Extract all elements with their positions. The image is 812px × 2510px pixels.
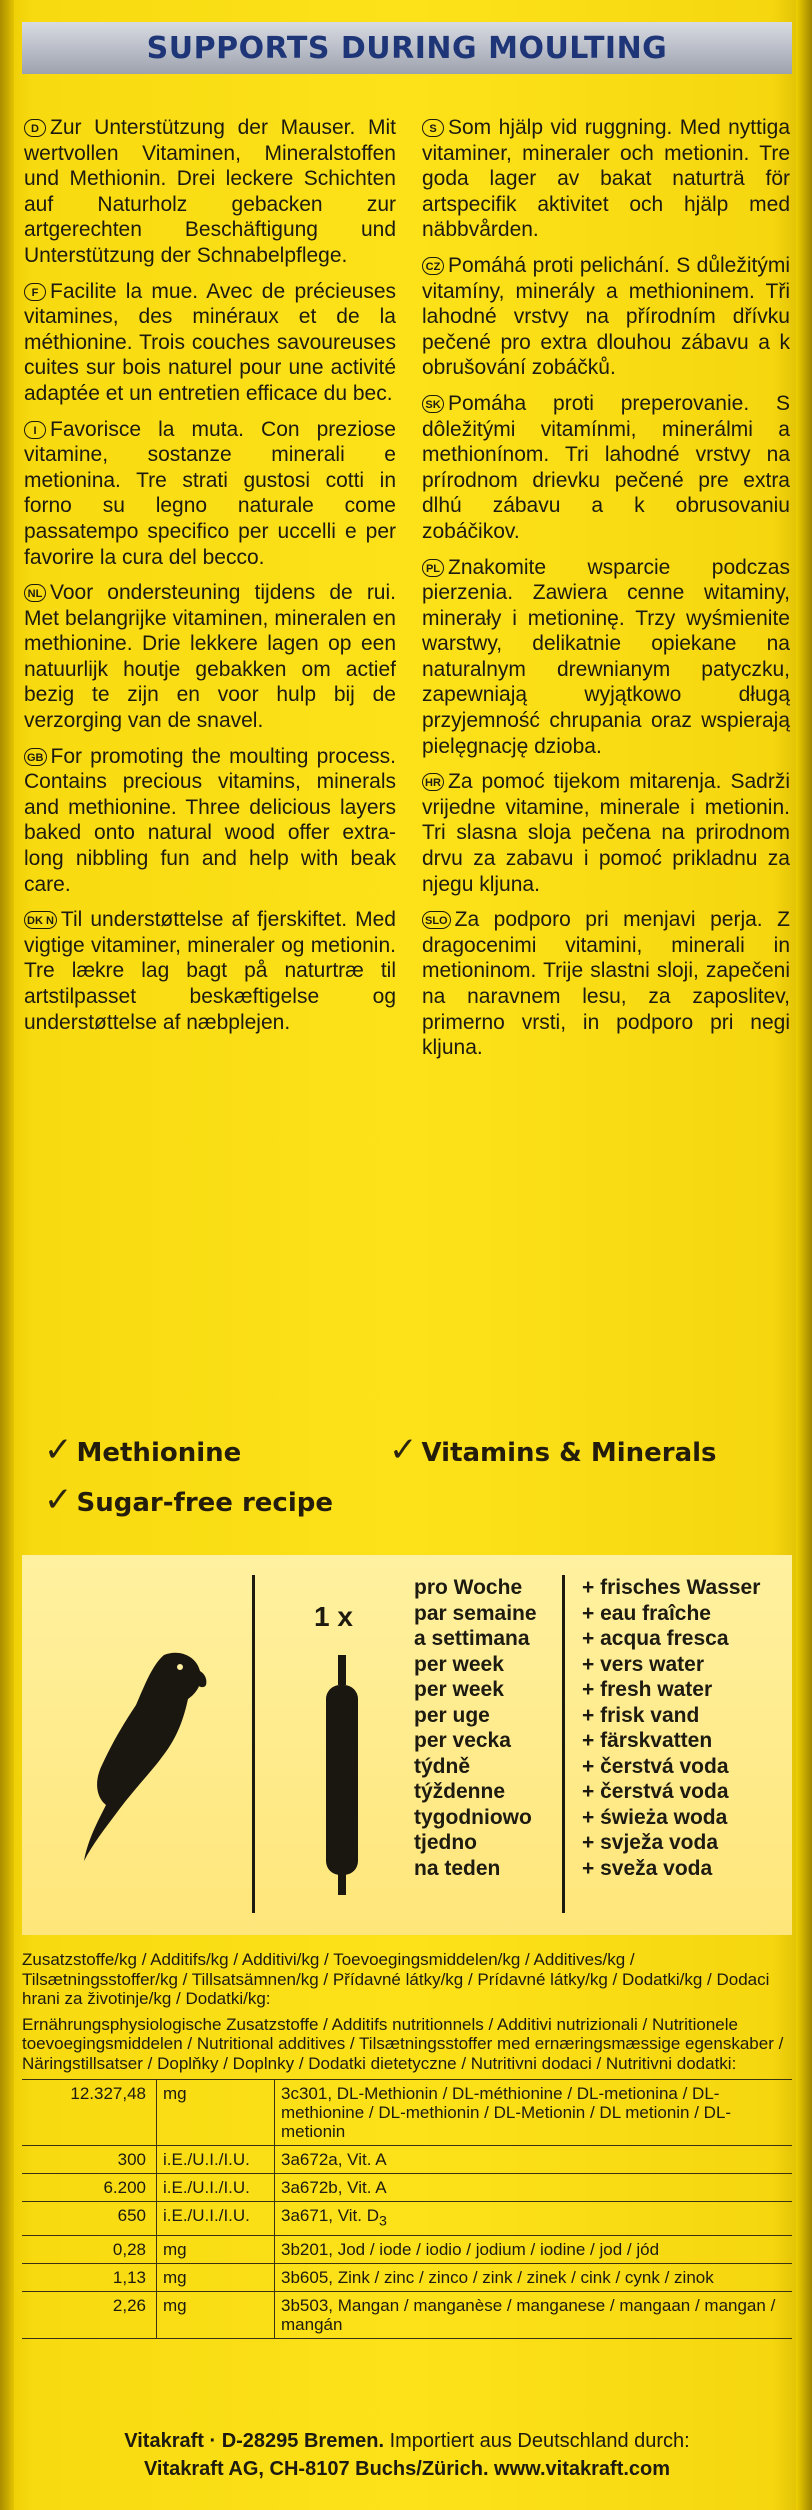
- lang-badge: HR: [422, 773, 444, 791]
- benefit-vitamins: ✓ Vitamins & Minerals: [389, 1430, 717, 1470]
- lang-badge: SK: [422, 395, 444, 413]
- desc-hr: HR Za pomoć tijekom mitarenja. Sadrži vrijedne vitamine, minerale i metionin. Tri slasna sloja pečena na prirodnom drvu za zabavu i pomoć prikladnu za njegu kljuna.: [422, 770, 790, 896]
- desc-gb: GB For promoting the moulting process. Contains precious vitamins, minerals and methionine. Three delicious layers baked onto natural wood offer extra-long nibbling fun and help with beak care.: [24, 744, 396, 896]
- lang-badge: I: [24, 421, 46, 439]
- benefit-methionine: ✓ Methionine: [44, 1430, 242, 1470]
- desc-pl: PL Znakomite wsparcie podczas pierzenia. Zawiera cenne witaminy, minerały i metioninę. Trzy wyśmienite warstwy, delikatnie opiekane na naturalnym drewnianym patyczku, zapewniają wyjątkowo długą przyjemność chrupania oraz wspierają pielęgnację dzioba.: [422, 555, 790, 758]
- nutritional-additives-label: Ernährungsphysiologische Zusatzstoffe / Additifs nutritionnels / Additivi nutrizionali / Nutritionele toevoegingsmiddelen / Nutritional additives / Tilsætningsstoffer med ernæringsmæssige egenskaber / Näringstillsatser / Doplňky / Doplnky / Dodatki dietetyczne / Nutritivni dodaci / Nutritivni dodatki:: [22, 2014, 784, 2073]
- check-icon: ✓: [44, 1430, 73, 1470]
- desc-it: I Favorisce la muta. Con preziose vitamine, sostanze minerali e metionina. Tre strati gustosi cotti in forno su legno naturale come passatempo specifico per uccelli e per favorire la cura del becco.: [24, 417, 396, 569]
- feeding-guide: [22, 1555, 792, 1935]
- lang-badge: D: [24, 119, 46, 137]
- desc-fr: F Facilite la mue. Avec de précieuses vitamines, des minéraux et de la méthionine. Trois couches savoureuses cuites sur bois naturel pour une activité adaptée et un entretien efficace du bec.: [24, 279, 396, 405]
- quantity-label: 1 x: [314, 1601, 353, 1632]
- benefit-sugar-free: ✓ Sugar-free recipe: [44, 1480, 333, 1520]
- additives-header: Zusatzstoffe/kg / Additifs/kg / Additivi/kg / Toevoegingsmiddelen/kg / Additives/kg / Tilsætningsstoffer/kg / Tillsatsämnen/kg / Přídavné látky/kg / Prídavné látky/kg / Dodatki/kg / Dodaci hrani za životinje/kg / Dodatki/kg:: [22, 1950, 770, 2008]
- desc-nl: NL Voor ondersteuning tijdens de rui. Met belangrijke vitaminen, mineralen en methionine. Drie lekkere lagen op een natuurlijk houtje gebakken om actief bezig te zijn en voor hulp bij de verzorging van de snavel.: [24, 581, 396, 733]
- additives-section: [22, 1950, 792, 2339]
- treat-stick-icon: [312, 1655, 372, 1895]
- parrot-icon: [66, 1625, 216, 1865]
- lang-badge: PL: [422, 559, 444, 577]
- table-row: 1,13 mg 3b605, Zink / zinc / zinco / zink / zinek / cink / cynk / zinok: [22, 2264, 792, 2292]
- lang-badge: GB: [24, 748, 47, 766]
- desc-s: S Som hjälp vid ruggning. Med nyttiga vitaminer, mineraler och metionin. Tre goda lager av bakat naturträ för artspecifik aktivitet och hjälp med näbbvården.: [422, 116, 790, 242]
- table-row: 300 i.E./U.I./I.U. 3a672a, Vit. A: [22, 2146, 792, 2174]
- banner-title: SUPPORTS DURING MOULTING: [146, 30, 668, 66]
- frequency-list: pro Woche par semaine a settimana per week per week per uge per vecka týdně týždenne tygodniowo tjedno na teden: [414, 1576, 537, 1880]
- manufacturer-footer: Vitakraft · D-28295 Bremen. Importiert aus Deutschland durch: Vitakraft AG, CH-8107 Buchs/Zürich. www.vitakraft.com: [124, 2430, 690, 2480]
- additives-table: [22, 2079, 792, 2339]
- benefit-list: [44, 1430, 784, 1530]
- desc-sk: SK Pomáha proti preperovanie. S dôležitými vitamínmi, minerálmi a methionínom. Tri lahodné vrstvy na prírodnom drievku pečené pre extra dlhú zábavu a k obrusovaniu zobáčikov.: [422, 391, 790, 543]
- check-icon: ✓: [44, 1480, 73, 1520]
- water-list: + frisches Wasser + eau fraîche + acqua fresca + vers water + fresh water + frisk vand + färskvatten + čerstvá voda + čerstvá voda + świeża woda + svježa voda + sveža voda: [582, 1576, 761, 1880]
- left-text-column: [24, 115, 396, 1045]
- divider-line: [252, 1575, 255, 1913]
- lang-badge: NL: [24, 584, 46, 602]
- right-text-column: [422, 115, 790, 1071]
- lang-badge: S: [422, 119, 444, 137]
- table-row: 2,26 mg 3b503, Mangan / manganèse / manganese / mangaan / mangan / mangán: [22, 2292, 792, 2339]
- lang-badge: SLO: [422, 911, 451, 929]
- desc-cz: CZ Pomáhá proti pelichání. S důležitými vitamíny, minerály a methioninem. Tři lahodné vrstvy na přírodním dřívku pečené pro extra dlouhou zábavu a k obrušování zobáčků.: [422, 253, 790, 380]
- table-row: 0,28 mg 3b201, Jod / iode / iodio / jodium / iodine / jod / jód: [22, 2236, 792, 2264]
- desc-dk-n: DK N Til understøttelse af fjerskiftet. Med vigtige vitaminer, mineraler og metionin. Tre lækre lag bagt på naturtræ til artstilpasset beskæftigelse og understøttelse af næbplejen.: [24, 908, 396, 1034]
- divider-line: [562, 1575, 565, 1913]
- check-icon: ✓: [389, 1430, 418, 1470]
- lang-badge: CZ: [422, 257, 444, 275]
- box-edge-right: [796, 0, 812, 2510]
- table-row: 650 i.E./U.I./I.U. 3a671, Vit. $D_3$: [22, 2202, 792, 2236]
- desc-de: D Zur Unterstützung der Mauser. Mit wertvollen Vitaminen, Mineralstoffen und Methionin. Drei leckere Schichten auf Naturholz gebacken zur artgerechten Beschäftigung und Unterstützung der Schnabelpflege.: [24, 116, 396, 267]
- box-edge-left: [0, 0, 14, 2510]
- title-banner: [22, 22, 792, 74]
- desc-slo: SLO Za podporo pri menjavi perja. Z dragocenimi vitamini, minerali in metioninom. Trije slastni sloji, zapečeni na naravnem lesu, za zaposlitev, primerno vrsti, in podporo pri negi kljuna.: [422, 908, 790, 1060]
- lang-badge: F: [24, 283, 46, 301]
- table-row: 6.200 i.E./U.I./I.U. 3a672b, Vit. A: [22, 2174, 792, 2202]
- table-row: 12.327,48 mg 3c301, DL-Methionin / DL-méthionine / DL-metionina / DL-methionine / DL-methionin / DL-Metionin / DL metionin / DL-metionin: [22, 2080, 792, 2146]
- lang-badge: DK N: [24, 911, 57, 929]
